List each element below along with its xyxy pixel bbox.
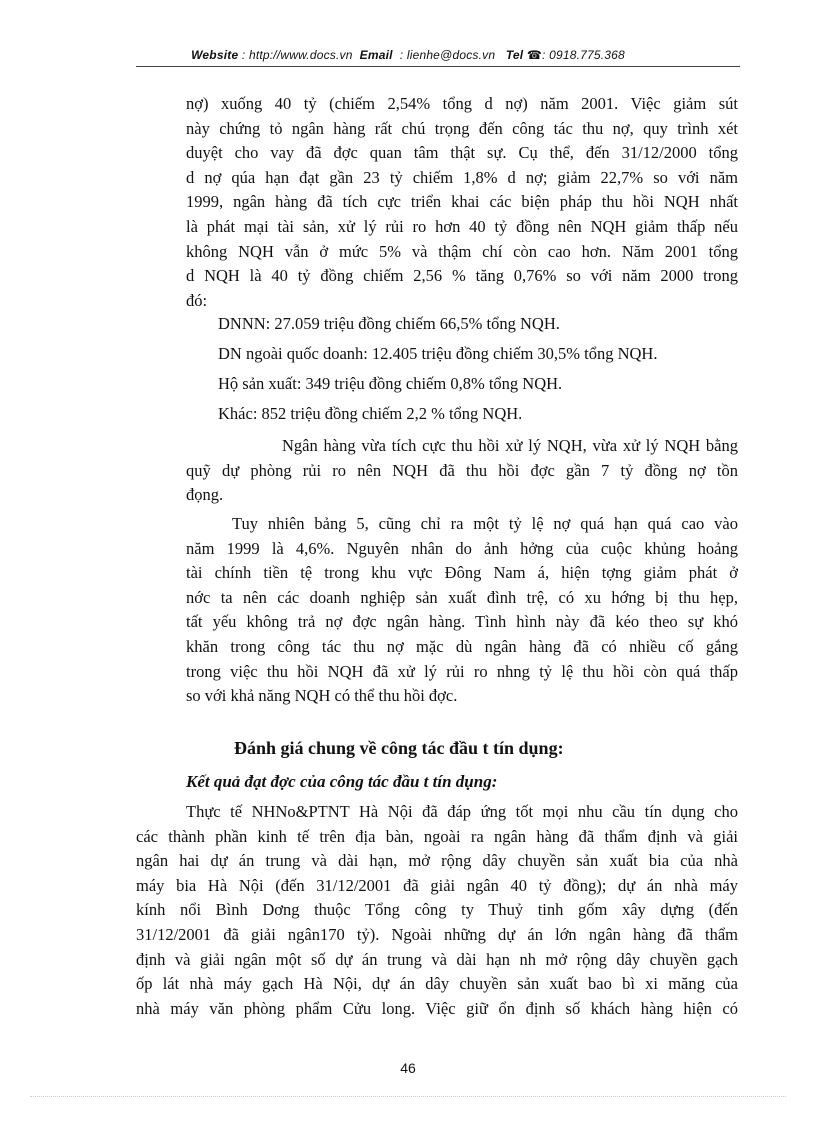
text-line: các thành phần kinh tế trên địa bàn, ngoài ra ngân hàng đã thẩm định và giải: [136, 826, 738, 846]
website-label: Website: [191, 48, 239, 62]
text-line: Thực tế NHNo&PTNT Hà Nội đã đáp ứng tốt mọi nhu cầu tín dụng cho: [186, 802, 738, 821]
page-header: [0, 48, 816, 62]
text-line: năm 1999 là 4,6%. Nguyên nhân do ảnh hởng của cuộc khủng hoảng: [186, 538, 738, 558]
text-line: quỹ dự phòng rủi ro nên NQH đã thu hồi đợc gần 7 tỷ đồng nợ tồn: [186, 460, 738, 480]
text-line: đó:: [186, 290, 208, 310]
paragraph-results: [136, 800, 738, 1021]
text-line: là phát mại tài sản, xử lý rủi ro hơn 40 tỷ đồng nên NQH giảm thấp nếu: [186, 216, 738, 236]
text-line: ngân hai dự án trung và dài hạn, mở rộng dây chuyền sản xuất bia của nhà: [136, 851, 738, 871]
text-line: khăn trong công tác thu nợ mặc dù ngân hàng đã có nhiều cố gắng: [186, 636, 738, 656]
text-line: d NQH là 40 tỷ đồng chiếm 2,56 % tăng 0,76% so với năm 2000 trong: [186, 266, 738, 286]
page-bottom-divider: [30, 1096, 786, 1097]
tel-value: : 0918.775.368: [542, 48, 625, 62]
list-item-dnnn: DNNN: 27.059 triệu đồng chiếm 66,5% tổng NQH.: [218, 314, 560, 333]
header-divider: [136, 66, 740, 67]
text-line: nớc ta nên các doanh nghiệp sản xuất đình trệ, có xu hớng bị thu hẹp,: [186, 587, 738, 607]
text-line: tất yếu không trả nợ đợc ngân hàng. Tình hình này đã kéo theo sự khó: [186, 612, 738, 632]
section-subheading: Kết quả đạt đợc của công tác đầu t tín dụng:: [186, 772, 498, 791]
paragraph-nqh-summary: [186, 92, 738, 313]
text-line: nhà máy văn phòng phẩm Cửu long. Việc giữ ổn định số khách hàng hiện có: [136, 998, 738, 1018]
text-line: 31/12/2001 đã giải ngân170 tỷ). Ngoài những dự án lớn ngân hàng đã thẩm: [136, 924, 738, 944]
text-line: Ngân hàng vừa tích cực thu hồi xử lý NQH, vừa xử lý NQH bằng: [282, 436, 738, 455]
text-line: máy bia Hà Nội (đến 31/12/2001 đã giải ngân 40 tỷ đồng); dự án nhà máy: [136, 875, 738, 895]
text-line: này chứng tỏ ngân hàng rất chú trọng đến công tác thu nợ, quy trình xét: [186, 118, 738, 138]
list-item-khac: Khác: 852 triệu đồng chiếm 2,2 % tổng NQH.: [218, 404, 523, 423]
text-line: đọng.: [186, 485, 224, 505]
text-line: định và giải ngân một số dự án trung và dài hạn nh mở rộng dây chuyền gạch: [136, 949, 738, 969]
text-line: kính nổi Bình Dơng thuộc Tổng công ty Thuỷ tinh gốm xây dựng (đến: [136, 900, 738, 920]
website-value: : http://www.docs.vn: [241, 48, 353, 62]
paragraph-provision-fund: [186, 434, 738, 508]
text-line: tài chính tiền tệ trong khu vực Đông Nam á, hiện tợng giảm phát ở: [186, 563, 738, 583]
tel-label: Tel ☎: [505, 48, 542, 62]
text-line: d nợ qúa hạn đạt gần 23 tỷ chiếm 1,8% d nợ; giảm 22,7% so với năm: [186, 167, 738, 187]
text-line: không NQH vẫn ở mức 5% và thậm chí còn cao hơn. Năm 2001 tổng: [186, 241, 738, 261]
email-label: Email: [359, 48, 393, 62]
section-heading: Đánh giá chung về công tác đầu t tín dụng:: [234, 738, 564, 758]
text-line: trong việc thu hồi NQH đã xử lý rủi ro nhng tỷ lệ thu hồi còn quá thấp: [186, 661, 738, 681]
text-line: ốp lát nhà máy gạch Hà Nội, dự án dây chuyền sản xuất bao bì xi măng của: [136, 974, 738, 994]
page-number: 46: [400, 1060, 416, 1076]
email-value: : lienhe@docs.vn: [399, 48, 496, 62]
text-line: Tuy nhiên bảng 5, cũng chỉ ra một tỷ lệ nợ quá hạn quá cao vào: [232, 514, 738, 533]
text-line: nợ) xuống 40 tỷ (chiếm 2,54% tổng d nợ) năm 2001. Việc giảm sút: [186, 94, 738, 113]
list-item-ho-san-xuat: Hộ sản xuất: 349 triệu đồng chiếm 0,8% tổng NQH.: [218, 374, 563, 393]
text-line: so với khả năng NQH có thể thu hồi đợc.: [186, 686, 458, 706]
text-line: 1999, ngân hàng đã tích cực triển khai các biện pháp thu hồi NQH nhất: [186, 192, 738, 212]
paragraph-overdue-rate: [186, 512, 738, 709]
text-line: duyệt cho vay đã đợc quan tâm thật sự. Cụ thể, đến 31/12/2000 tổng: [186, 143, 738, 163]
list-item-dn-ngoai-quoc-doanh: DN ngoài quốc doanh: 12.405 triệu đồng chiếm 30,5% tổng NQH.: [218, 344, 658, 363]
